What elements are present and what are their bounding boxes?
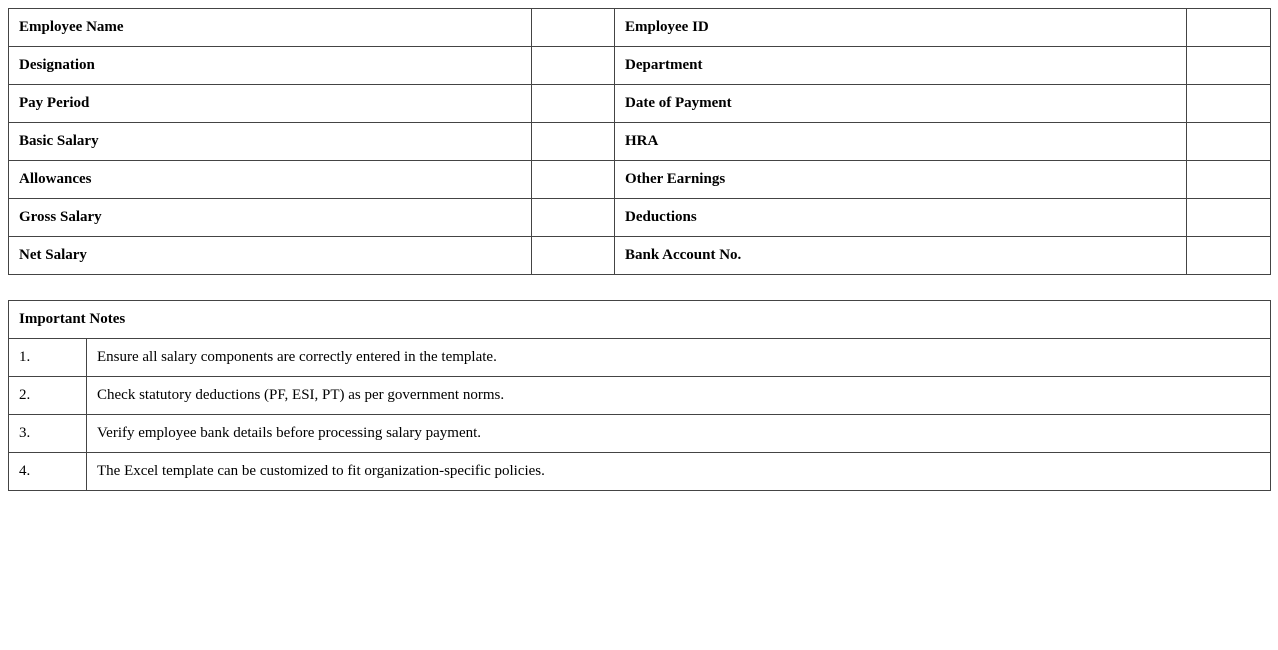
- department-value[interactable]: [1187, 47, 1271, 85]
- note-text: Check statutory deductions (PF, ESI, PT) as per government norms.: [87, 377, 1271, 415]
- notes-title: Important Notes: [9, 301, 1271, 339]
- table-row: [9, 123, 1271, 161]
- list-item: [9, 415, 1271, 453]
- list-item: [9, 377, 1271, 415]
- allowances-label: Allowances: [9, 161, 532, 199]
- note-number: 3.: [9, 415, 87, 453]
- pay-period-value[interactable]: [532, 85, 615, 123]
- hra-label: HRA: [615, 123, 1187, 161]
- employee-name-label: Employee Name: [9, 9, 532, 47]
- note-number: 2.: [9, 377, 87, 415]
- basic-salary-label: Basic Salary: [9, 123, 532, 161]
- employee-id-value[interactable]: [1187, 9, 1271, 47]
- note-number: 1.: [9, 339, 87, 377]
- note-text: Verify employee bank details before processing salary payment.: [87, 415, 1271, 453]
- notes-header-row: [9, 301, 1271, 339]
- allowances-value[interactable]: [532, 161, 615, 199]
- basic-salary-value[interactable]: [532, 123, 615, 161]
- deductions-value[interactable]: [1187, 199, 1271, 237]
- designation-value[interactable]: [532, 47, 615, 85]
- department-label: Department: [615, 47, 1187, 85]
- table-row: [9, 199, 1271, 237]
- table-row: [9, 237, 1271, 275]
- gross-salary-label: Gross Salary: [9, 199, 532, 237]
- note-number: 4.: [9, 453, 87, 491]
- table-row: [9, 85, 1271, 123]
- pay-period-label: Pay Period: [9, 85, 532, 123]
- employee-name-value[interactable]: [532, 9, 615, 47]
- bank-account-label: Bank Account No.: [615, 237, 1187, 275]
- note-text: Ensure all salary components are correctly entered in the template.: [87, 339, 1271, 377]
- other-earnings-label: Other Earnings: [615, 161, 1187, 199]
- other-earnings-value[interactable]: [1187, 161, 1271, 199]
- table-row: [9, 9, 1271, 47]
- net-salary-value[interactable]: [532, 237, 615, 275]
- bank-account-value[interactable]: [1187, 237, 1271, 275]
- important-notes-table: [8, 300, 1271, 491]
- salary-details-table: [8, 8, 1271, 275]
- note-text: The Excel template can be customized to fit organization-specific policies.: [87, 453, 1271, 491]
- deductions-label: Deductions: [615, 199, 1187, 237]
- list-item: [9, 339, 1271, 377]
- employee-id-label: Employee ID: [615, 9, 1187, 47]
- gross-salary-value[interactable]: [532, 199, 615, 237]
- designation-label: Designation: [9, 47, 532, 85]
- list-item: [9, 453, 1271, 491]
- table-row: [9, 47, 1271, 85]
- table-row: [9, 161, 1271, 199]
- date-of-payment-value[interactable]: [1187, 85, 1271, 123]
- date-of-payment-label: Date of Payment: [615, 85, 1187, 123]
- net-salary-label: Net Salary: [9, 237, 532, 275]
- hra-value[interactable]: [1187, 123, 1271, 161]
